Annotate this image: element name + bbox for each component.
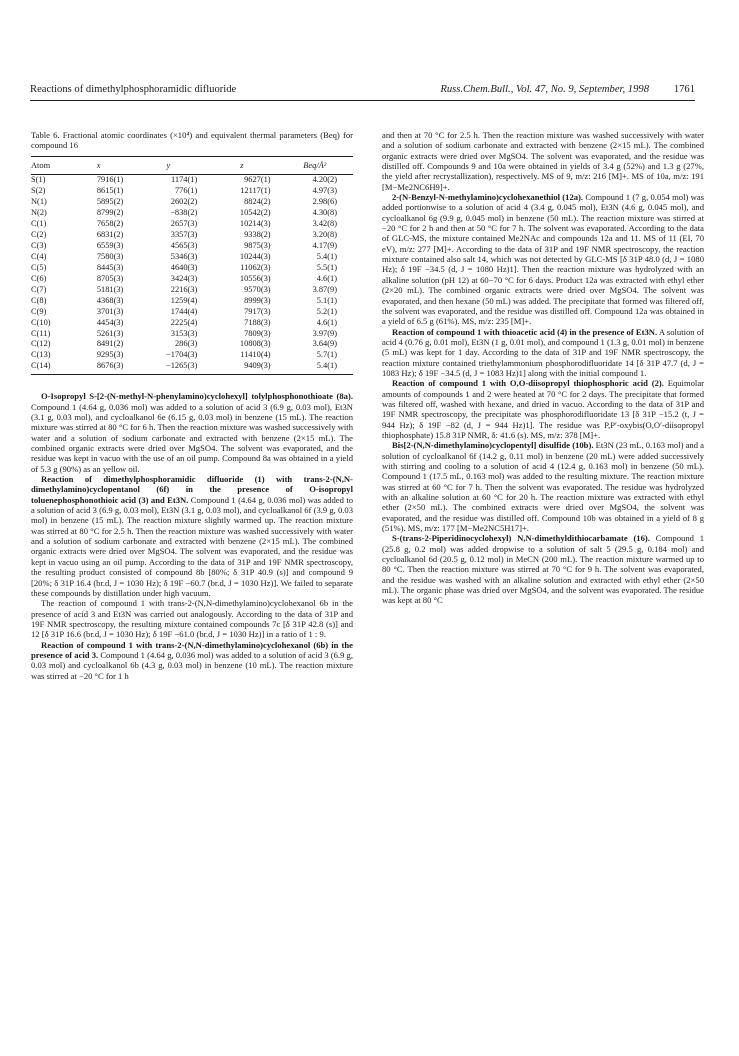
paragraph-body: Equimolar amounts of compounds 1 and 2 were heated at 70 °C for 2 days. The precipitate that formed was filtered off, washed with hexane, and dried in vacuo. According to the data of 31P and 19F NMR spectroscopy, the precipitate was phosphorodifluoridate 13 [δ 31P −15.2 (t, J = 944 Hz); δ 19F −82 (d, J = 944 Hz)1]. The residue was P,P′-oxybis(O,O′-diisopropyl thiophosphate) 15.8 31P NMR, δ: 41.6 (s). MS, m/z: 378 [M]+. — [382, 378, 704, 440]
paragraph — [31, 474, 353, 598]
paragraph-heading: 2-(N-Benzyl-N-methylamino)cyclohexanethiol (12a). — [392, 192, 584, 203]
column-header: Beq/Å² — [277, 156, 353, 174]
table-cell: 11062(3) — [240, 262, 271, 272]
table-cell: 4368(3) — [96, 295, 124, 305]
table-cell: 286(3) — [174, 339, 198, 349]
table-row — [31, 350, 353, 361]
coordinates-table — [31, 156, 353, 376]
table-body — [31, 175, 353, 375]
table-cell: 7188(3) — [244, 317, 271, 327]
table-cell: S(1) — [31, 175, 46, 185]
table-cell: C(8) — [31, 295, 47, 305]
table-cell: 4.20(2) — [312, 175, 337, 185]
table-cell: 776(1) — [174, 186, 198, 196]
table-cell: −1704(3) — [166, 350, 198, 360]
paragraph-body: and then at 70 °C for 2.5 h. Then the reaction mixture was washed successively with water and a solution of sodium carbonate and extracted with benzene (2×15 mL). The combined organic extracts were dried over MgSO4. The solvent was evaporated, and the residue was distilled off. Compounds 9 and 10a were obtained in yields of 3.4 g (52%) and 1.3 g (27%, the yield after recrystallization), respectively. MS of 9, m/z: 216 [M]+. MS of 10a, m/z: 191 [M−Me2NC6H9]+. — [382, 130, 704, 192]
table-cell: 2602(2) — [170, 197, 198, 207]
table-cell: 9409(3) — [207, 361, 276, 374]
table-row — [31, 361, 353, 374]
table-row — [31, 230, 353, 241]
table-cell: 10214(3) — [239, 218, 271, 228]
paragraph-body: A solution of acid 4 (0.76 g, 0.01 mol), Et3N (1 g, 0.01 mol), and compound 1 (1.3 g, 0.01 mol) in benzene (5 mL) was kept for 1 day. According to the data of 31P and 19F NMR spectroscopy, the reaction mixture contained triethylammonium phosphorodifluoridate 14 [δ 31P 47.7 (d, J = 1083 Hz); δ 19F −34.5 (d, J = 1083 Hz)1] along with the initial compound 1. — [382, 326, 704, 378]
table-cell: 7916(1) — [96, 175, 124, 185]
table-cell: −838(2) — [170, 208, 198, 218]
table-row — [31, 241, 353, 252]
table-cell: 9875(3) — [244, 240, 271, 250]
paragraph — [382, 533, 704, 605]
table-cell: C(13) — [31, 350, 51, 360]
table-cell: C(2) — [31, 229, 47, 239]
table-cell: 3424(3) — [170, 273, 198, 283]
table-cell: 5895(2) — [96, 197, 124, 207]
table-cell: N(1) — [31, 197, 47, 207]
table-cell: S(2) — [31, 186, 46, 196]
table-cell: 3701(3) — [96, 306, 124, 316]
table-row — [31, 208, 353, 219]
table-cell: 8799(2) — [96, 208, 124, 218]
table-cell: 5346(3) — [170, 251, 198, 261]
table-cell: 5.5(1) — [316, 262, 337, 272]
table-cell: C(3) — [31, 240, 47, 250]
table-row — [31, 339, 353, 350]
table-cell: 12117(1) — [240, 186, 271, 196]
table-cell: C(7) — [31, 284, 47, 294]
table-cell: 11410(4) — [240, 350, 271, 360]
left-column — [31, 130, 353, 681]
table-row — [31, 307, 353, 318]
table-cell: N(2) — [31, 208, 47, 218]
table-cell: 3.97(9) — [312, 328, 337, 338]
paragraph-heading: Reaction of compound 1 with thioacetic acid (4) in the presence of Et3N. — [392, 326, 658, 337]
table-cell: 6559(3) — [96, 240, 124, 250]
column-header: z — [207, 156, 276, 174]
table-cell: 3.87(9) — [312, 284, 337, 294]
table-cell: 8705(3) — [96, 273, 124, 283]
paragraph-heading: Bis[2-(N,N-dimethylamino)cyclopentyl] disulfide (10b). — [392, 440, 594, 451]
table-cell: 5.4(1) — [316, 251, 337, 261]
table-cell: 2657(3) — [170, 218, 198, 228]
table-cell: 3.42(8) — [312, 218, 337, 228]
table-row — [31, 285, 353, 296]
table-cell: 10542(2) — [239, 208, 271, 218]
table-cell: 8445(3) — [96, 262, 124, 272]
table-cell: 9570(3) — [244, 284, 271, 294]
table-cell: 10244(3) — [239, 251, 271, 261]
table-cell: 7658(2) — [96, 218, 124, 228]
paragraph-body: Compound 1 (25.8 g, 0.2 mol) was added dropwise to a solution of salt 5 (29.5 g, 0.184 mol) and cycloalkanol 6d (20.5 g, 0.12 mol) in MeCN (200 mL). The reaction mixture warmed up to 80 °C. Then the reaction mixture was stirred at 70 °C for 9 h. The solvent was evaporated, and the residue was washed with an alkaline solution and extracted with ethyl ether (2×50 mL). The organic phase was dried over MgSO4, and the solvent was evaporated. The residue was kept at 80 °C — [382, 533, 705, 606]
table-cell: 4565(3) — [170, 240, 198, 250]
right-text — [382, 130, 704, 606]
table-cell: C(11) — [31, 328, 51, 338]
table-cell: 3357(3) — [170, 229, 198, 239]
running-header — [30, 84, 695, 101]
column-header: Atom — [31, 156, 68, 174]
table-cell: 3153(3) — [170, 328, 198, 338]
table-cell: 8676(3) — [68, 361, 129, 374]
paragraph-heading: Reaction of compound 1 with trans-2-(N,N-dimethylamino)cyclohexanol (6b) in the presence of acid 3. — [31, 639, 353, 660]
table-cell: 7580(3) — [96, 251, 124, 261]
table-cell: 4.17(9) — [312, 240, 337, 250]
paragraph-body: Compound 1 (4.64 g, 0.036 mol) was added to a solution of acid 3 (6.9 g, 0.03 mol), Et3N (3.1 g, 0.03 mol), and cycloalkanol 6f (3.9 g, 0.03 mol) in benzene (15 mL). The reaction mixture slightly warmed up. The reaction mixture was stirred at 80 °C for 2.5 h. Then the reaction mixture was washed successively with water and a solution of sodium carbonate and extracted with benzene (2×15 mL). The combined organic extracts were dried over MgSO4. The solvent was evaporated, and the residue was kept in vacuo using an oil pump. According to the data of 31P and 19F NMR spectroscopy, the resulting product consisted of compound 8b [80%; δ 31P 40.9 (s)] and compound 9 [20%; δ 31P 16.4 (br.d, J = 1030 Hz); δ 19F −60.7 (br.d, J = 1030 Hz)]. We failed to separate these compounds by distillation under high vacuum. — [31, 494, 354, 598]
table-cell: 7809(3) — [244, 328, 271, 338]
table-caption: Table 6. Fractional atomic coordinates (×10⁴) and equivalent thermal parameters (Beq) for compound 16 — [31, 130, 353, 151]
table-cell: 4.97(3) — [312, 186, 337, 196]
table-row — [31, 197, 353, 208]
table-cell: 1259(4) — [170, 295, 198, 305]
table-row — [31, 219, 353, 230]
paragraph — [382, 378, 704, 440]
table-cell: 4.6(1) — [316, 273, 337, 283]
table-cell: 2225(4) — [170, 317, 198, 327]
header-title: Reactions of dimethylphosphoramidic difluoride — [30, 84, 237, 95]
table-cell: 5.2(1) — [316, 306, 337, 316]
table-cell: 5181(3) — [96, 284, 124, 294]
paragraph-body: Et3N (23 mL, 0.163 mol) and a solution of cycloalkanol 6f (14.2 g, 0.11 mol) in benzene (20 mL) were added successively with stirring and cooling to a solution of acid 4 (12.4 g, 0.163 mol) in benzene (50 mL). Compound 1 (17.5 mL, 0.163 mol) was added to the resulting mixture. The reaction mixture was stirred at 60 °C for 7 h. Then the solvent was evaporated. The residue was hydrolyzed with an alkaline solution at 60 °C for 20 h. The reaction mixture was extracted with ethyl ether (2×50 mL). The combined extracts were dried over MgSO4, the solvent was evaporated, and the residue was distilled off. Compound 10b was obtained in a yield of 8 g (51%). MS, m/z: 177 [M−Me2NC5H17]+. — [382, 440, 704, 534]
table-cell: 6831(2) — [96, 229, 124, 239]
table-cell: 8615(1) — [96, 186, 124, 196]
table-cell: C(10) — [31, 317, 51, 327]
table-row — [31, 318, 353, 329]
table-cell: 7917(3) — [244, 306, 271, 316]
paragraph-heading: Reaction of compound 1 with O,O-diisopropyl thiophosphoric acid (2). — [392, 378, 664, 389]
table-cell: 8999(3) — [244, 295, 271, 305]
header-journal: Russ.Chem.Bull., Vol. 47, No. 9, September, 1998 — [440, 84, 649, 95]
table-cell: 4640(3) — [170, 262, 198, 272]
column-header: x — [68, 156, 129, 174]
table-row — [31, 252, 353, 263]
table-cell: 4.6(1) — [316, 317, 337, 327]
table-row — [31, 274, 353, 285]
table-cell: −1265(3) — [129, 361, 207, 374]
table-cell: C(12) — [31, 339, 51, 349]
table-cell: C(4) — [31, 251, 47, 261]
right-column — [382, 130, 704, 606]
paragraph-heading: Reaction of dimethylphosphoramidic difluoride (1) with trans-2-(N,N-dimethylamino)cyclopentanol (6f) in the presence of O-isopropyl toluenephosphonothioic acid (3) and Et3N. — [31, 474, 353, 505]
table-cell: 9338(2) — [244, 229, 271, 239]
paragraph — [382, 130, 704, 192]
table-cell: C(6) — [31, 273, 47, 283]
paragraph — [31, 391, 353, 474]
table-header-row — [31, 156, 353, 174]
table-cell: 1744(4) — [170, 306, 198, 316]
table-cell: 5.1(1) — [316, 295, 337, 305]
table-cell: C(14) — [31, 361, 68, 374]
table-row — [31, 175, 353, 186]
paragraph-body: Compound 1 (4.64 g, 0.036 mol) was added to a solution of acid 3 (6.9 g, 0.03 mol) and cycloalkanol 6b (4.3 g, 0.03 mol) in benzene (10 mL). The reaction mixture was stirred at −20 °C for 1 h — [31, 649, 353, 681]
table-cell: 10808(3) — [239, 339, 271, 349]
paragraph-body: Compound 1 (7 g, 0.054 mol) was added portionwise to a solution of acid 4 (3.4 g, 0.045 mol), Et3N (4.6 g, 0.045 mol), and cycloalkanol 6g (9.9 g, 0.045 mol) in benzene (50 mL). The reaction mixture was stirred at −20 °C for 2 h and then at 50 °C for 7 h. The solvent was evaporated. According to the data of GLC-MS, the mixture contained Me2NAc and compounds 12a and 11. MS of 11 (EI, 70 eV), m/z: 277 [M]+. According to the data of 31P and 19F NMR spectroscopy, the reaction mixture contained also salt 14, which was not detected by GLC-MS [δ 31P 48.0 (d, J = 1080 Hz); δ 19F −34.5 (d, J = 1080 Hz)1]. Then the reaction mixture was hydrolyzed with an alkaline solution (pH 12) at 60−70 °C for 6 days. Product 12a was extracted with ethyl ether (2×20 mL). The combined organic extracts were dried over MgSO4. The solvent was evaporated, and then hexane (50 mL) was added. The precipitate that formed was filtered off, the solvent was evaporated, and the residue was distilled off. Compound 12a was obtained in a yield of 6.5 g (61%). MS, m/z: 235 [M]+. — [382, 192, 704, 327]
column-header: y — [129, 156, 207, 174]
paragraph — [382, 440, 704, 533]
table-cell: 8824(2) — [244, 197, 271, 207]
left-text — [31, 391, 353, 681]
table-cell: 8491(2) — [96, 339, 124, 349]
paragraph — [382, 192, 704, 326]
table-cell: 5.4(1) — [277, 361, 353, 374]
table-cell: 10556(3) — [239, 273, 271, 283]
paragraph — [31, 598, 353, 639]
table-row — [31, 329, 353, 340]
table-cell: 2216(3) — [170, 284, 198, 294]
paragraph — [31, 640, 353, 681]
table-row — [31, 296, 353, 307]
table-cell: C(5) — [31, 262, 47, 272]
table-cell: 3.20(8) — [312, 229, 337, 239]
paragraph-body: Compound 1 (4.64 g, 0.036 mol) was added to a solution of acid 3 (6.9 g, 0.03 mol), Et3N (3.1 g, 0.03 mol), and cycloalkanol 6e (6.15 g, 0.03 mol) in benzene (15 mL). The reaction mixture was stirred at 80 °C for 6 h. Then the reaction mixture was washed successively with water and a solution of sodium carbonate and extracted with benzene (2×15 mL). The combined organic extracts were dried over MgSO4. The solvent was evaporated, and the residue was kept in vacuo with the use of an oil pump. Compound 8a was obtained in a yield of 5.3 g (90%) as an yellow oil. — [31, 401, 353, 474]
paragraph-heading: O-Isopropyl S-[2-(N-methyl-N-phenylamino)cyclohexyl] tolylphosphonothioate (8a). — [41, 391, 353, 402]
table-cell: 3.64(9) — [312, 339, 337, 349]
table-row — [31, 263, 353, 274]
table-cell: 9627(1) — [244, 175, 271, 185]
table-cell: 4.30(8) — [312, 208, 337, 218]
table-row — [31, 186, 353, 197]
table-cell: 5261(3) — [96, 328, 124, 338]
table-cell: 2.98(6) — [312, 197, 337, 207]
table-cell: C(1) — [31, 218, 47, 228]
table-cell: 9295(3) — [96, 350, 124, 360]
table-cell: 4454(3) — [96, 317, 124, 327]
table-cell: C(9) — [31, 306, 47, 316]
paragraph-heading: S-(trans-2-Piperidinocyclohexyl) N,N-dimethyldithiocarbamate (16). — [392, 533, 650, 544]
paragraph-body: The reaction of compound 1 with trans-2-(N,N-dimethylamino)cyclohexanol 6b in the presence of acid 3 and Et3N was carried out analogously. According to the data of 31P and 19F NMR spectroscopy, the resulting mixture contained compounds 7c [δ 31P 42.8 (s)] and 12 [δ 31P 16.6 (br.d, J = 1030 Hz); δ 19F −61.0 (br.d, J = 1030 Hz)] in a ratio of 1 : 9. — [31, 598, 353, 640]
table-cell: 5.7(1) — [316, 350, 337, 360]
page-number: 1761 — [673, 84, 695, 95]
paragraph — [382, 327, 704, 379]
table-cell: 1174(1) — [171, 175, 198, 185]
